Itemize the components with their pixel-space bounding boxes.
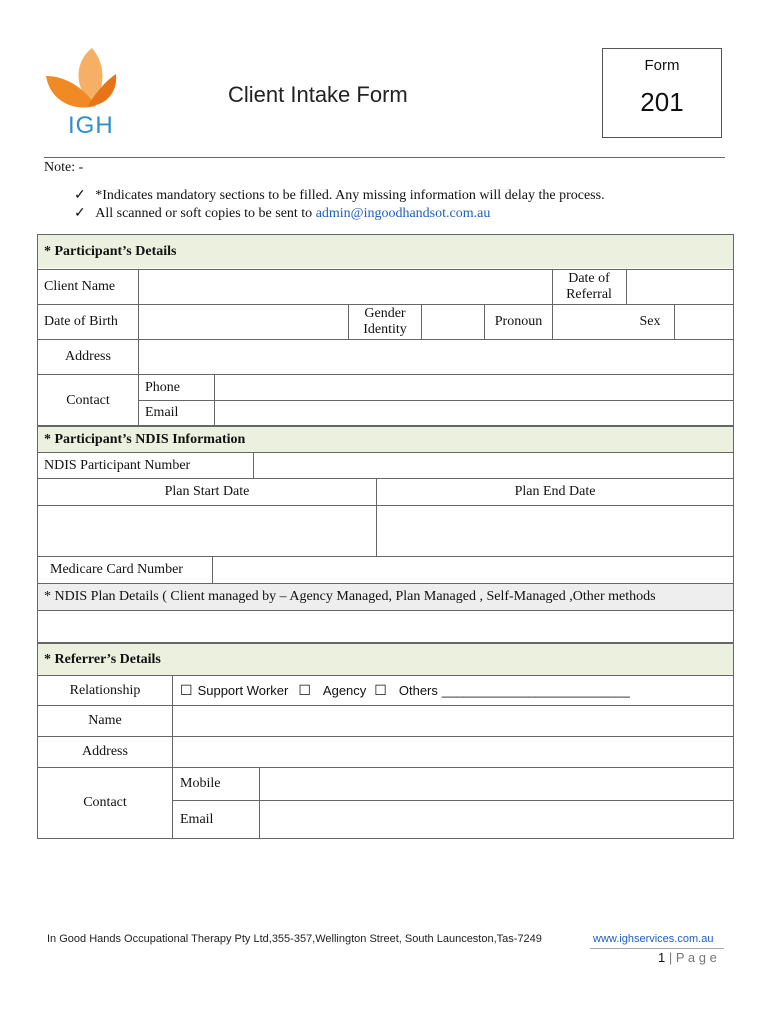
client-name-field[interactable] [139, 270, 551, 304]
sex-field[interactable] [675, 305, 733, 339]
gender-identity-label: Gender Identity [363, 306, 407, 337]
email-link[interactable]: admin@ingoodhandsot.com.au [315, 206, 491, 221]
page-number: 1 [658, 950, 666, 965]
form-label: Form [644, 57, 680, 74]
referrer-name-field[interactable] [173, 706, 733, 736]
referrer-address-label: Address [82, 744, 128, 759]
footer-divider [590, 948, 724, 949]
plan-end-field[interactable] [377, 506, 733, 556]
form-number: 201 [640, 87, 684, 117]
date-of-birth-label: Date of Birth [44, 314, 118, 329]
ndis-number-label: NDIS Participant Number [44, 457, 191, 473]
plan-details-field[interactable] [38, 611, 733, 642]
logo-text: IGH [68, 112, 114, 139]
header-divider [44, 157, 725, 158]
relationship-label: Relationship [69, 682, 141, 698]
note-line-2 [74, 205, 490, 222]
support-worker-label: Support Worker [197, 683, 289, 698]
email-label: Email [145, 405, 179, 420]
page-indicator [658, 950, 717, 965]
agency-label: Agency [322, 683, 367, 698]
pronoun-label: Pronoun [494, 314, 543, 329]
footer-address: In Good Hands Occupational Therapy Pty Ltd,355-357,Wellington Street, South Launceston,Tas-7249 [47, 933, 542, 945]
plan-details-header: * NDIS Plan Details ( Client managed by – Agency Managed, Plan Managed , Self-Managed ,Other methods [38, 584, 733, 610]
phone-label: Phone [145, 379, 180, 395]
ndis-number-field[interactable] [254, 453, 733, 478]
participant-details-header: * Participant’s Details [38, 235, 733, 268]
plan-end-label: Plan End Date [514, 484, 596, 499]
date-of-birth-field[interactable] [139, 305, 348, 339]
pronoun-field[interactable] [553, 305, 625, 339]
relationship-options [180, 676, 730, 705]
plan-start-label: Plan Start Date [164, 484, 250, 499]
referrer-mobile-label: Mobile [180, 776, 221, 791]
others-checkbox[interactable]: ☐ [374, 682, 387, 698]
medicare-field[interactable] [213, 557, 733, 583]
plan-start-field[interactable] [38, 506, 376, 556]
referrer-email-field[interactable] [260, 801, 733, 838]
page-label: | P a g e [668, 950, 717, 965]
check-icon: ✓ [74, 188, 86, 203]
sex-label: Sex [639, 314, 661, 329]
referrer-section-header: * Referrer’s Details [38, 644, 733, 675]
form-number-box [602, 48, 722, 138]
note-label: Note: - [44, 160, 84, 175]
address-field[interactable] [139, 340, 733, 374]
igh-logo [44, 44, 124, 140]
page-title: Client Intake Form [228, 82, 408, 107]
client-name-label: Client Name [44, 279, 116, 294]
footer-website[interactable]: www.ighservices.com.au [593, 933, 714, 945]
contact-label: Contact [66, 392, 110, 408]
others-label: Others [398, 683, 438, 698]
note-line-1 [74, 187, 605, 204]
ndis-section-header: * Participant’s NDIS Information [38, 427, 733, 452]
gender-identity-field[interactable] [422, 305, 484, 339]
support-worker-checkbox[interactable]: ☐ [180, 682, 193, 698]
referrer-name-label: Name [88, 713, 122, 728]
email-field[interactable] [215, 401, 733, 425]
agency-checkbox[interactable]: ☐ [298, 682, 311, 698]
date-of-referral-field[interactable] [627, 270, 733, 304]
others-input-line[interactable]: __________________________ [441, 683, 630, 698]
check-icon: ✓ [74, 206, 86, 221]
medicare-label: Medicare Card Number [50, 562, 183, 577]
address-label: Address [65, 349, 111, 364]
referrer-email-label: Email [180, 811, 214, 827]
note-text-1: *Indicates mandatory sections to be filled. Any missing information will delay the process. [95, 188, 605, 203]
referrer-contact-label: Contact [83, 795, 127, 810]
phone-field[interactable] [215, 375, 733, 400]
note-text-2: All scanned or soft copies to be sent to [95, 206, 316, 221]
date-of-referral-label: Date of Referral [566, 271, 612, 302]
referrer-mobile-field[interactable] [260, 768, 733, 800]
referrer-address-field[interactable] [173, 737, 733, 767]
